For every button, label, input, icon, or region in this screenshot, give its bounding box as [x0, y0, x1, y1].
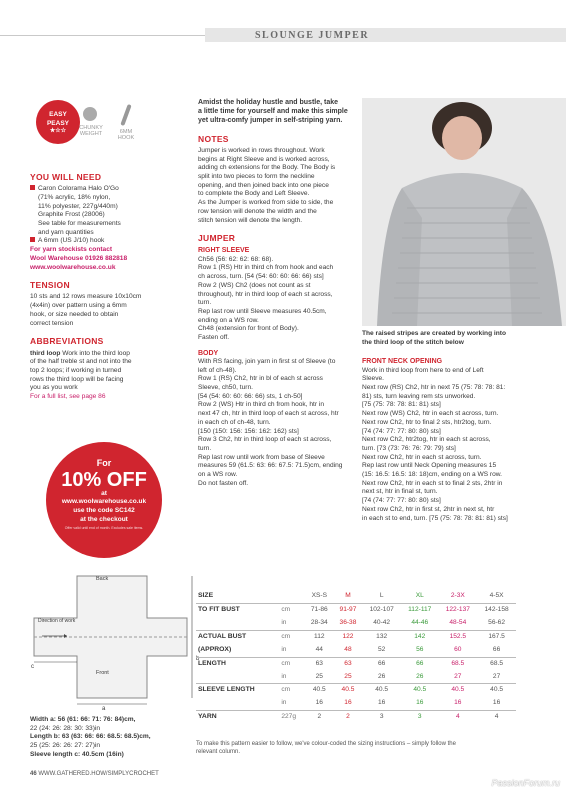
middle-column [198, 98, 348, 489]
value-cell: 52 [378, 645, 386, 653]
instruction-line: Row 1 (RS) Ch2, htr in bl of each st across [198, 375, 323, 383]
unit-cell: in [281, 672, 287, 680]
value-cell: 48-54 [449, 618, 467, 626]
page-title: SLOUNGE JUMPER [255, 30, 370, 41]
page-number: 46 [30, 771, 37, 777]
value-cell: 28-34 [310, 618, 328, 626]
abbr-def: Work into the third loop [60, 349, 130, 357]
notes-line: stitch tension will denote the length. [198, 216, 303, 224]
table-header-row [196, 590, 516, 603]
promo-site: www.woolwarehouse.co.uk [61, 498, 147, 506]
jumper-photo [362, 98, 566, 326]
promo-checkout: at the checkout [80, 515, 128, 523]
abbr-line [30, 350, 180, 359]
hook-line2: HOOK [117, 135, 135, 142]
photo-caption: The raised stripes are created by working into [362, 330, 507, 337]
instruction-line: measures 59 (61.5: 63: 66: 67.5: 71.5)cm, ending [198, 462, 343, 470]
unit-cell: cm [279, 630, 305, 643]
intro-line: Amidst the holiday hustle and bustle, take [198, 99, 339, 106]
value-cell: 112-117 [401, 603, 438, 616]
need-line: 11% polyester, 227g/440m) [38, 202, 118, 210]
weight-label [78, 125, 104, 137]
discount-promo[interactable] [46, 442, 162, 558]
instruction-line: Next row Ch2, htr2tog, htr in each st across, [362, 436, 491, 444]
value-cell: 25 [315, 672, 323, 680]
instruction-line: next st, htr in final st, turn. [362, 488, 438, 496]
diagram-c-label: c [31, 664, 34, 670]
hook-line1: 6MM [119, 129, 133, 135]
unit-cell: cm [279, 684, 305, 697]
instruction-line: Do not fasten off. [198, 479, 249, 487]
promo-fine-print: Offer valid until end of month. Excludes sale items. [64, 526, 144, 531]
bullet-icon [30, 237, 35, 242]
size-cell: 2-3X [450, 592, 465, 600]
promo-at: at [101, 489, 107, 497]
value-cell: 68.5 [477, 657, 516, 670]
size-cell: 4-5X [489, 592, 504, 600]
notes-line: As the Jumper is worked from side to side, the [198, 199, 334, 207]
instruction-line: Next row Ch2, htr in first st, 2htr in next st, htr [362, 505, 495, 513]
row-label: SLEEVE LENGTH [196, 684, 279, 697]
weight-line1: CHUNKY [79, 125, 103, 131]
instruction-line: Sleeve, ch50, turn. [198, 384, 253, 392]
value-cell: 122-137 [438, 603, 477, 616]
notes-line: to complete the Body and Left Sleeve. [198, 190, 310, 198]
instruction-line: throughout), htr in third loop of each st across, [198, 290, 333, 298]
instruction-line: Rep last row until Sleeve measures 40.5cm, [198, 307, 327, 315]
abbr-line: rows the third loop will be facing [30, 375, 124, 383]
value-cell: 16 [315, 699, 323, 707]
instruction-line: [54 (54: 60: 60: 66: 66) sts, 1 ch-50] [198, 392, 303, 400]
instruction-line: turn. [198, 299, 212, 307]
yarn-cell: 3 [401, 710, 438, 723]
value-cell: 102-107 [362, 603, 401, 616]
value-cell: 91-97 [334, 603, 363, 616]
instruction-line: Rep last row until work from base of Sleeve [198, 453, 325, 461]
row-label [196, 697, 279, 710]
value-cell: 48 [344, 645, 352, 653]
yarn-cell: 4 [438, 710, 477, 723]
value-cell: 142-158 [477, 603, 516, 616]
promo-for: For [96, 458, 112, 468]
size-table [196, 590, 516, 724]
value-cell: 63 [334, 657, 363, 670]
value-cell: 40.5 [401, 684, 438, 697]
unit-cell: in [281, 618, 287, 626]
size-cell: XS-S [311, 592, 327, 600]
yarn-cell: 2 [334, 710, 363, 723]
model-illustration [362, 98, 566, 326]
instruction-line: Row 2 (WS) Htr in third ch from hook, htr in [198, 401, 325, 409]
notes-line: row tension will denote the width and the [198, 207, 317, 215]
need-line: (71% acrylic, 18% nylon, [38, 193, 111, 201]
instruction-line: ch across, turn. [54 (54: 60: 60: 66: 66) sts] [198, 273, 324, 281]
instruction-line: ending on a WS row. [198, 316, 259, 324]
table-row [196, 630, 516, 643]
page-header [0, 28, 566, 42]
notes-heading: NOTES [198, 133, 229, 144]
size-note [196, 741, 516, 757]
value-cell: 40.5 [438, 684, 477, 697]
width-line-2: 22 (24: 26: 28: 30: 33)in [30, 724, 101, 732]
promo-code: use the code SC142 [73, 507, 135, 515]
intro-line: a little time for yourself and make this simple [198, 108, 348, 116]
instruction-line: Ch48 (extension for front of Body). [198, 325, 299, 333]
value-cell: 122 [334, 630, 363, 643]
size-cell: L [379, 592, 384, 600]
instruction-line: Work in third loop from here to end of Left [362, 366, 484, 374]
value-cell: 40.5 [334, 684, 363, 697]
row-label [196, 671, 279, 684]
value-cell: 40.5 [305, 684, 334, 697]
need-line: and yarn quantities [38, 228, 94, 236]
value-cell: 71-86 [305, 603, 334, 616]
instruction-line: Row 3 Ch2, htr in third loop of each st across, [198, 436, 332, 444]
table-row [196, 657, 516, 670]
yarn-unit: 227g [279, 710, 305, 723]
value-cell: 63 [305, 657, 334, 670]
notes-line: split into two pieces to form the neckline [198, 173, 315, 181]
value-cell: 26 [378, 672, 386, 680]
value-cell: 60 [454, 645, 462, 653]
value-cell: 40.5 [362, 684, 401, 697]
need-line: Graphite Frost (28006) [38, 211, 105, 219]
yarn-cell: 3 [362, 710, 401, 723]
size-note-line: relevant column. [196, 748, 241, 755]
instruction-line: Next row Ch2, htr in each st across, turn. [362, 453, 482, 461]
bullet-icon [30, 185, 35, 190]
stockists-line: Wool Warehouse 01926 882818 [30, 254, 128, 262]
diagram-b-label: b [196, 656, 200, 662]
width-line [30, 716, 195, 725]
value-cell: 66 [362, 657, 401, 670]
instruction-line: turn. [198, 445, 212, 452]
left-column [30, 166, 180, 402]
abbr-line: top 2 loops; if working in turned [30, 366, 122, 374]
value-cell: 16 [492, 699, 501, 707]
value-cell: 27 [454, 672, 462, 680]
yarn-ball-icon [83, 107, 97, 121]
table-row [196, 644, 516, 657]
abbr-line: you as you work [30, 384, 78, 392]
instruction-line: Next row (WS) Ch2, htr in each st across, turn. [362, 410, 499, 418]
width-text: Width a: 56 (61: 66: 71: 76: 84)cm, [30, 716, 136, 723]
instruction-line: 81) sts, turn leaving rem sts unworked. [362, 392, 476, 400]
instruction-line: in each ch of ch-48, turn. [198, 418, 271, 426]
promo-percent: 10% OFF [61, 468, 147, 491]
tension-line: 10 sts and 12 rows measure 10x10cm [30, 293, 142, 301]
instruction-line: Row 2 (WS) Ch2 (does not count as st [198, 281, 311, 289]
size-label: SIZE [198, 592, 214, 599]
length-line: Length b: 63 (63: 66: 66: 68.5: 68.5)cm, [30, 733, 151, 741]
abbr-full-list: For a full list, see page 86 [30, 393, 106, 401]
value-cell: 16 [416, 699, 424, 707]
instruction-line: [74 (74: 77: 77: 80: 80) sts] [362, 497, 441, 505]
schematic-diagram [22, 570, 200, 710]
photo-caption: the third loop of the stitch below [362, 338, 464, 346]
footer-site[interactable]: WWW.GATHERED.HOW/SIMPLYCROCHET [38, 771, 159, 777]
row-label [196, 617, 279, 630]
instruction-line: With RS facing, join yarn in first st of Sleeve (to [198, 357, 336, 365]
sleeve-line: Sleeve length c: 40.5cm (16in) [30, 750, 124, 758]
right-sleeve-instructions [198, 256, 348, 343]
instruction-line: next 47 ch, htr in third loop of each st across, htr [198, 410, 339, 418]
unit-cell: cm [279, 603, 305, 616]
instruction-line: Row 1 (RS) Htr in third ch from hook and each [198, 264, 334, 272]
level-line2: PEASY [46, 119, 70, 127]
value-cell: 66 [492, 645, 501, 653]
value-cell: 16 [454, 699, 462, 707]
body-instructions [198, 358, 348, 489]
value-cell: 40.5 [477, 684, 516, 697]
instruction-line: Next row Ch2, htr to final 2 sts, htr2tog, turn. [362, 418, 492, 426]
value-cell: 44-46 [411, 618, 429, 626]
tension-line: hook, or size needed to obtain [30, 310, 119, 318]
abbr-term: third loop [30, 349, 61, 357]
front-neck-instructions [362, 367, 527, 524]
value-cell: 68.5 [438, 657, 477, 670]
row-label: LENGTH [196, 657, 279, 670]
unit-cell: in [281, 645, 287, 653]
tension-line: correct tension [30, 319, 74, 327]
yarn-item [30, 185, 180, 194]
level-line1: EASY [49, 111, 67, 118]
value-cell: 40-42 [373, 618, 391, 626]
size-note-line: To make this pattern easier to follow, we've colour-coded the sizing instructions – simply follow the [196, 741, 456, 747]
value-cell: 16 [344, 699, 352, 707]
value-cell: 132 [362, 630, 401, 643]
value-cell: 56 [416, 645, 424, 653]
value-cell: 44 [315, 645, 323, 653]
diagram-a-label: a [102, 706, 106, 712]
value-cell: 25 [344, 672, 352, 680]
size-table-body [196, 603, 516, 710]
hook-label [114, 129, 138, 141]
yarn-label: YARN [196, 710, 279, 723]
front-neck-heading: FRONT NECK OPENING [362, 358, 443, 366]
unit-cell: in [281, 699, 287, 707]
need-heading: YOU WILL NEED [30, 172, 102, 182]
table-row [196, 671, 516, 684]
instruction-line: Rep last row until Neck Opening measures 15 [362, 462, 497, 470]
table-row [196, 684, 516, 697]
tension-line: (4x4in) over pattern using a 6mm [30, 302, 127, 310]
row-label: ACTUAL BUST [196, 630, 279, 643]
value-cell: 26 [416, 672, 424, 680]
value-cell: 36-38 [339, 618, 357, 626]
instruction-line: in each st to end, turn. [75 (75: 78: 78: 81: 81) sts] [362, 514, 508, 522]
instruction-line: [150 (150: 156: 156: 162: 162) sts] [198, 427, 299, 435]
instruction-line: turn. [73 (73: 76: 76: 79: 79) sts] [362, 444, 456, 452]
value-cell: 66 [401, 657, 438, 670]
instruction-line: [74 (74: 77: 77: 80: 80) sts] [362, 427, 441, 435]
row-label: (APPROX) [198, 645, 232, 653]
value-cell: 167.5 [477, 630, 516, 643]
level-stars: ★☆☆ [49, 128, 67, 135]
hook-text: A 6mm (US J/10) hook [38, 237, 105, 245]
body-heading: BODY [198, 349, 219, 357]
value-cell: 56-62 [488, 618, 506, 626]
unit-cell [279, 590, 305, 603]
right-column [362, 330, 527, 523]
yarn-row [196, 710, 516, 723]
hook-item [30, 237, 180, 246]
measurements [30, 716, 195, 760]
row-label: TO FIT BUST [196, 603, 279, 616]
unit-cell: cm [279, 657, 305, 670]
diagram-direction-label: Direction of work [38, 618, 76, 624]
instruction-line: Next row Ch2, htr in each st to final 2 sts, 2htr in [362, 479, 503, 487]
yarn-cell: 2 [305, 710, 334, 723]
notes-line: begins at Right Sleeve and is worked across, [198, 155, 330, 163]
skill-level-badge [36, 100, 80, 144]
value-cell: 27 [492, 672, 501, 680]
need-line: Caron Colorama Halo O'Go [38, 185, 119, 193]
length-line-2: 25 (25: 26: 26: 27: 27)in [30, 742, 101, 750]
size-cell: M [345, 592, 351, 600]
instruction-line: Sleeve. [362, 375, 384, 383]
weight-line2: WEIGHT [79, 131, 103, 138]
jumper-heading: JUMPER [198, 233, 236, 244]
diagram-front-label: Front [96, 670, 109, 676]
need-line: See table for measurements [38, 220, 121, 228]
yarn-cell: 4 [477, 710, 516, 723]
page-footer [30, 771, 159, 779]
instruction-line: left of ch-48). [198, 366, 237, 374]
right-sleeve-heading: RIGHT SLEEVE [198, 247, 250, 255]
size-cell: XL [415, 592, 424, 600]
tension-heading: TENSION [30, 280, 70, 291]
stockists-link[interactable]: www.woolwarehouse.co.uk [30, 263, 116, 271]
table-row [196, 617, 516, 630]
stockists-line: For yarn stockists contact [30, 246, 113, 254]
value-cell: 112 [305, 630, 334, 643]
instruction-line: [75 (75: 78: 78: 81: 81) sts] [362, 401, 441, 409]
value-cell: 142 [401, 630, 438, 643]
instruction-line: Fasten off. [198, 334, 230, 342]
abbr-line: of the half treble st and not into the [30, 358, 132, 366]
value-cell: 152.5 [438, 630, 477, 643]
instruction-line: Next row (RS) Ch2, htr in next 75 (75: 78: 78: 81: [362, 384, 506, 392]
table-row [196, 603, 516, 616]
value-cell: 16 [378, 699, 386, 707]
intro-line: yet ultra-comfy jumper in self-striping yarn. [198, 117, 343, 125]
abbr-heading: ABBREVIATIONS [30, 336, 104, 347]
notes-line: opening, and then joined back into one piece [198, 181, 329, 189]
instruction-line: on a WS row. [198, 471, 238, 479]
instruction-line: (15: 16.5: 16.5: 18: 18)cm, ending on a WS row. [362, 471, 503, 479]
table-row [196, 697, 516, 710]
notes-line: Jumper is worked in rows throughout. Work [198, 146, 325, 154]
instruction-line: Ch56 (56: 62: 62: 68: 68). [198, 255, 274, 263]
crochet-hook-icon [120, 104, 131, 126]
diagram-back-label: Back [96, 576, 109, 582]
watermark: PassionForum.ru [491, 778, 560, 788]
notes-line: adding ch extensions for the Body. The Body is [198, 164, 336, 172]
